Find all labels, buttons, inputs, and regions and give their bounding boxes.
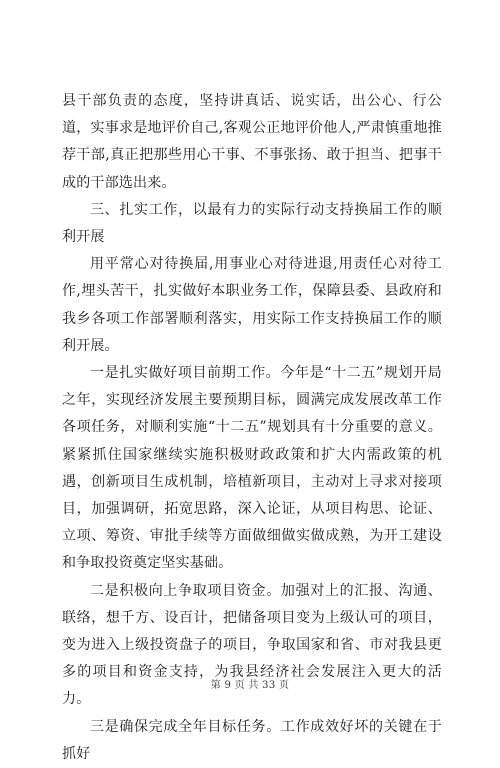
paragraph: 一是扎实做好项目前期工作。今年是“十二五”规划开局之年，实现经济发展主要预期目标，圆满完成发展改革工作各项任务，对顺利实施“十二五”规划具有十分重要的意义。紧紧抓住国家继续实施积极财政政策和扩大内需政策的机遇，创新项目生成机制，培植新项目，主动对上寻求对接项目，加强调研，拓宽思路，深入论证，从项目构思、论证、立项、筹资、审批手续等方面做细做实做成熟，为开工建设和争取投资奠定坚实基础。 <box>62 365 442 572</box>
paragraph: 三是确保完成全年目标任务。工作成效好坏的关键在于抓好 <box>62 718 442 762</box>
paragraph: 二是积极向上争取项目资金。加强对上的汇报、沟通、联络，想千方、设百计，把储备项目变为上级认可的项目，变为进入上级投资盘子的项目，争取国家和省、市对我县更多的项目和资金支持，为我县经济社会发展注入更大的活力。 <box>62 582 442 708</box>
document-body <box>62 88 442 768</box>
page-number-footer: 第 9 页 共 33 页 <box>210 680 290 691</box>
paragraph: 用平常心对待换届,用事业心对待进退,用责任心对待工作,埋头苦干，扎实做好本职业务工作，保障县委、县政府和我乡各项工作部署顺利落实，用实际工作支持换届工作的顺利开展。 <box>62 256 442 354</box>
section-heading: 三、扎实工作，以最有力的实际行动支持换届工作的顺利开展 <box>62 201 442 246</box>
paragraph-continuation: 县干部负责的态度，坚持讲真话、说实话，出公心、行公道，实事求是地评价自己,客观公正地评价他人,严肃慎重地推荐干部,真正把那些用心干事、不事张扬、敢于担当、把事干成的干部选出来。 <box>62 93 442 191</box>
